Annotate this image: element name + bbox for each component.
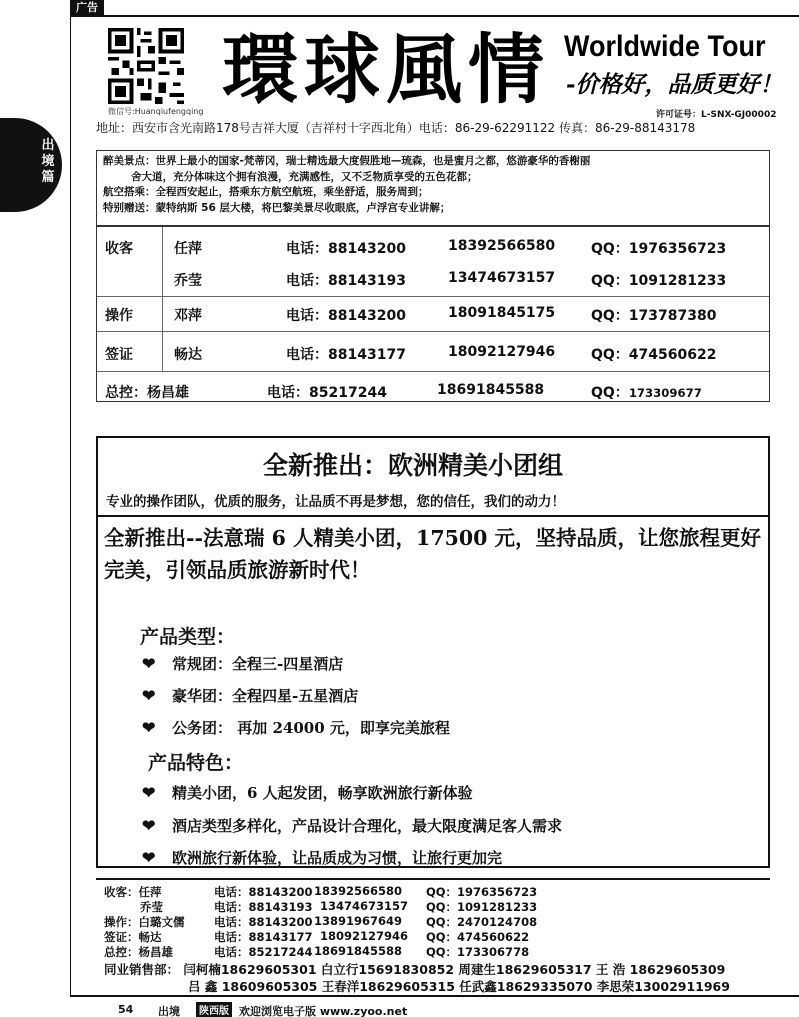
contact-mobile: 18392566580 <box>448 238 556 254</box>
page-number: 54 <box>118 1003 134 1016</box>
footer-qq: QQ：173306778 <box>426 945 530 959</box>
website-text: 欢迎浏览电子版 www.zyoo.net <box>239 1005 408 1017</box>
heart-icon: ❤ <box>142 686 156 705</box>
contact-tel: 电话：88143200 <box>286 241 406 257</box>
contact-qq: QQ：1091281233 <box>591 273 727 289</box>
contact-name: 畅达 <box>174 347 202 363</box>
qq-number: 173309677 <box>628 386 702 400</box>
product-type-text: 公务团： 再加 24000 元，即享完美旅程 <box>172 719 450 737</box>
product-type-item <box>142 717 450 738</box>
general-control-tel: 电话：85217244 <box>267 385 387 401</box>
side-tab-label <box>40 138 56 186</box>
address-line: 地址：西安市含光南路178号吉祥大厦（吉祥村十字西北角）电话：86-29-62291122 传真：86-29-88143178 <box>96 121 696 135</box>
contact-qq: QQ：173787380 <box>591 308 717 324</box>
general-control-mobile: 18691845588 <box>437 382 545 398</box>
sales-dept-line: 同业销售部： 闫柯楠18629605301 白立行15691830852 周建生18629605317 王 浩 18629605309 <box>104 962 726 977</box>
side-tab-char: 出 <box>41 138 55 153</box>
promo-box <box>96 436 770 868</box>
footer-tel: 电话：88143200 <box>214 885 313 899</box>
product-type-item <box>142 653 343 674</box>
contact-tel: 电话：88143177 <box>286 347 406 363</box>
brand-name-cn: 環球風情 <box>222 25 550 114</box>
footer-mobile: 13891967649 <box>314 914 403 928</box>
heart-icon: ❤ <box>142 816 156 835</box>
heart-icon: ❤ <box>142 848 156 867</box>
footer-qq: QQ：2470124708 <box>426 915 538 929</box>
product-feature-item <box>142 782 473 803</box>
contact-name: 邓萍 <box>174 308 202 324</box>
promo-divider <box>98 515 768 517</box>
side-tab <box>0 118 62 212</box>
product-type-item <box>142 685 358 706</box>
product-type-text: 常规团：全程三-四星酒店 <box>172 655 344 673</box>
highlight-line: 醉美景点：世界上最小的国家-梵蒂冈，瑞士精选最大度假胜地—琉森，也是蜜月之都，悠游豪华的香榭丽 <box>103 155 591 167</box>
row-divider <box>97 296 769 297</box>
general-control-qq <box>591 382 702 402</box>
license-number: 许可证号：L-SNX-GJ00002 <box>656 110 777 120</box>
footer-qq: QQ：1091281233 <box>426 900 538 914</box>
contact-mobile: 13474673157 <box>448 270 556 286</box>
contact-tel: 电话：88143193 <box>286 273 406 289</box>
footer-mobile: 18691845588 <box>314 944 403 958</box>
qq-label: QQ： <box>591 385 629 401</box>
wechat-id: 微信号:Huanqiufengqing <box>108 107 204 116</box>
heart-icon: ❤ <box>142 654 156 673</box>
product-feature-text: 欧洲旅行新体验，让品质成为习惯，让旅行更加完 <box>172 849 503 867</box>
footer-tel: 电话：88143200 <box>214 915 313 929</box>
general-control-label: 总控：杨昌雄 <box>105 385 189 401</box>
section-name: 出境 <box>158 1005 180 1017</box>
footer-person: 乔莹 <box>140 900 163 914</box>
row-divider <box>97 371 769 372</box>
sales-dept-line: 吕 鑫 18609605305 王春洋18629605315 任武鑫18629335070 李思荣13002911969 <box>188 979 730 994</box>
footer-tel: 电话：85217244 <box>214 945 313 959</box>
column-divider <box>162 227 163 371</box>
footer-divider <box>96 878 770 880</box>
contact-role: 收客 <box>105 241 133 257</box>
footer-qq: QQ：1976356723 <box>426 885 538 899</box>
footer-person: 总控：杨昌雄 <box>104 945 173 959</box>
contact-tel: 电话：88143200 <box>286 308 406 324</box>
footer-tel: 电话：88143193 <box>214 900 313 914</box>
heart-icon: ❤ <box>142 783 156 802</box>
highlights-box <box>96 150 770 226</box>
ad-label: 广告 <box>70 0 104 16</box>
product-features-heading: 产品特色： <box>148 752 244 774</box>
product-type-text: 豪华团：全程四星-五星酒店 <box>172 687 359 705</box>
frame-bottom-line <box>70 995 799 997</box>
qr-code <box>108 28 184 104</box>
promo-title: 全新推出：欧洲精美小团组 <box>262 451 563 480</box>
contact-mobile: 18091845175 <box>448 305 556 321</box>
contact-qq: QQ：1976356723 <box>591 241 727 257</box>
product-feature-text: 酒店类型多样化，产品设计合理化，最大限度满足客人需求 <box>172 817 563 835</box>
footer-person: 操作：白璐文儒 <box>104 915 185 929</box>
contact-name: 任萍 <box>174 241 202 257</box>
footer-person: 签证：畅达 <box>104 930 162 944</box>
frame-top-line <box>70 15 799 17</box>
side-tab-char: 篇 <box>41 170 55 185</box>
row-divider <box>97 331 769 332</box>
brand-name-en: Worldwide Tour <box>564 30 766 63</box>
side-tab-char: 境 <box>41 154 55 169</box>
contact-table <box>96 226 770 402</box>
footer-mobile: 18392566580 <box>314 884 403 898</box>
contact-role: 操作 <box>105 308 133 324</box>
contact-mobile: 18092127946 <box>448 344 556 360</box>
footer-person: 收客：任萍 <box>104 885 162 899</box>
promo-subtitle: 专业的操作团队，优质的服务，让品质不再是梦想，您的信任，我们的动力！ <box>106 494 565 510</box>
product-feature-item <box>142 847 502 868</box>
highlight-line: 舍大道，充分体味这个拥有浪漫，充满感性，又不乏物质享受的五色花都； <box>131 170 478 183</box>
product-types-heading: 产品类型： <box>140 626 236 648</box>
highlight-line: 特别赠送：蒙特纳斯 56 层大楼，将巴黎美景尽收眼底，卢浮宫专业讲解； <box>103 201 451 214</box>
slogan: -价格好，品质更好！ <box>566 71 783 98</box>
footer-tel: 电话：88143177 <box>214 930 313 944</box>
product-feature-item <box>142 815 562 836</box>
footer-mobile: 18092127946 <box>320 929 409 943</box>
contact-qq: QQ：474560622 <box>591 347 717 363</box>
heart-icon: ❤ <box>142 718 156 737</box>
product-feature-text: 精美小团，6 人起发团，畅享欧洲旅行新体验 <box>172 784 473 802</box>
highlight-line: 航空搭乘：全程西安起止，搭乘东方航空航班，乘坐舒适，服务周到； <box>103 186 429 198</box>
footer-mobile: 13474673157 <box>320 899 409 913</box>
frame-left-line <box>70 15 71 995</box>
promo-headline: 全新推出--法意瑞 6 人精美小团，17500 元，坚持品质，让您旅程更好完美，引领品质旅游新时代！ <box>104 526 762 582</box>
contact-role: 签证 <box>105 347 133 363</box>
footer-qq: QQ：474560622 <box>426 930 530 944</box>
edition-badge: 陕西版 <box>196 1002 232 1017</box>
contact-name: 乔莹 <box>174 273 202 289</box>
